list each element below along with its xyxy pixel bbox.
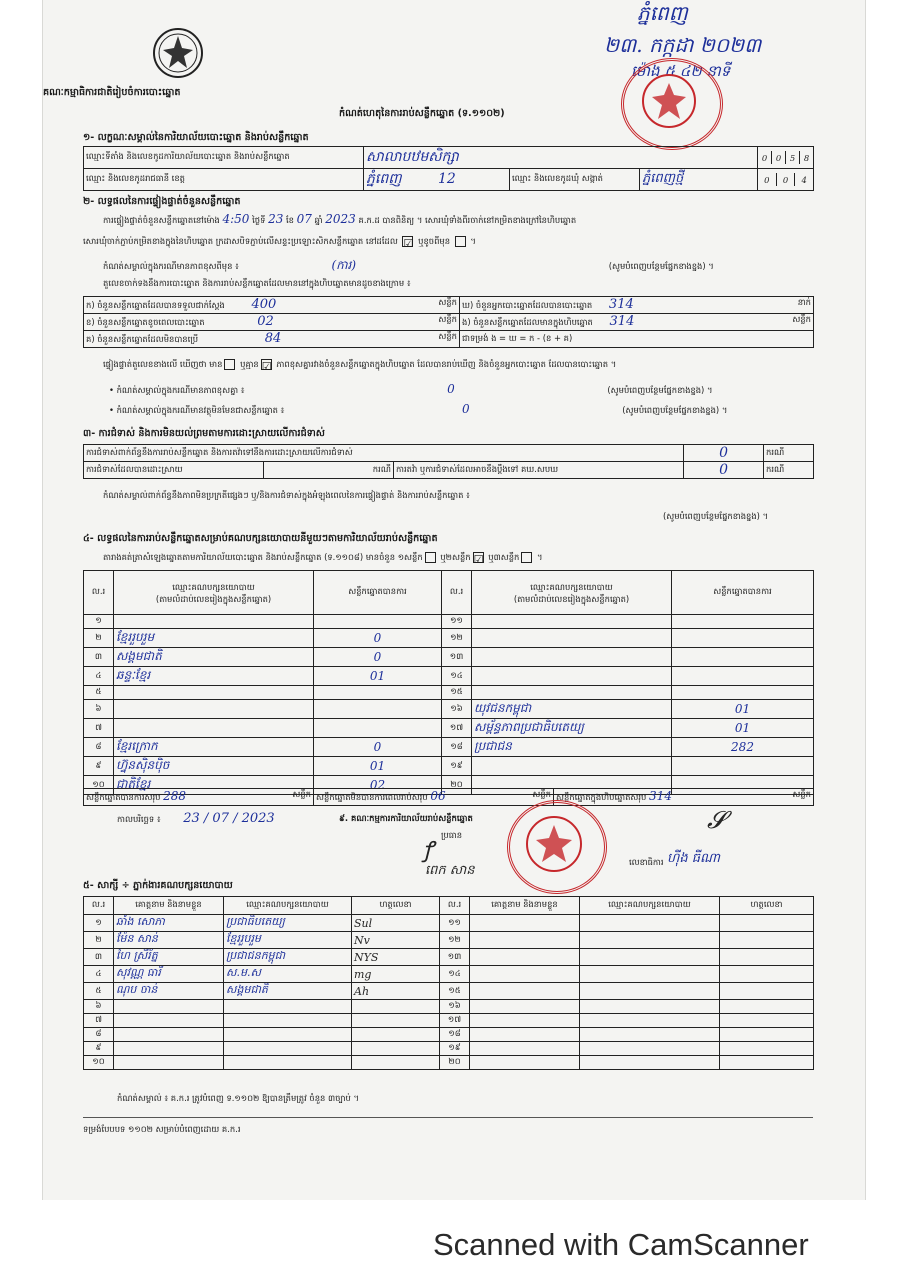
unused-ballots-value: 84 (264, 331, 282, 346)
witness-party (580, 1014, 720, 1028)
row-number: ៧ (84, 1014, 114, 1028)
witness-signature (720, 1028, 814, 1042)
witness-name (470, 983, 580, 1000)
witness-signature (720, 1042, 814, 1056)
row-number: ២ (84, 932, 114, 949)
row-number: ៦ (84, 700, 114, 719)
table-row (84, 648, 814, 667)
witness-party (580, 966, 720, 983)
seal-status-line: សោរឃុំចាក់ភ្ជាប់កម្រិតខាងក្នុងនៃហិបឆ្នោត ក្រដាសបិទភ្ជាប់លើសន្ទះប្រឡោះសិកសន្លឹកឆ្នោត នៅដដែល ☑ ឬខូចពីមុន ។ (83, 236, 476, 250)
witness-name (114, 1000, 224, 1014)
party-name (472, 667, 672, 686)
table-row (84, 1000, 814, 1014)
party-name: ខ្មែរក្រោក (114, 738, 314, 757)
party-votes: 01 (314, 667, 442, 686)
code-digit: 0 (758, 173, 776, 186)
witness-signature: Ah (352, 983, 440, 1000)
party-votes (672, 615, 814, 629)
table-row (84, 1028, 814, 1042)
witness-party (580, 932, 720, 949)
commune-value: ភ្នំពេញថ្មី (640, 169, 758, 191)
chair-name: ពេក សាន (425, 863, 475, 878)
table-row (84, 738, 814, 757)
row-number: ២ (84, 629, 114, 648)
party-name: ខ្មែររួបរួម (114, 629, 314, 648)
row-number: ១៦ (440, 1000, 470, 1014)
witness-signature: Nv (352, 932, 440, 949)
table-row (84, 686, 814, 700)
witness-name (470, 1014, 580, 1028)
note-difference: • កំណត់សម្គាល់ក្នុងករណីមានភាពខុសគ្នា ៖ 0 (សូមបំពេញបន្ថែមផ្នែកខាងខ្នង) ។ (109, 382, 713, 396)
chair-signature: ꝭ (423, 838, 434, 863)
witness-party (224, 1028, 352, 1042)
witness-party (224, 1056, 352, 1070)
witness-signature (720, 949, 814, 966)
table-row (84, 1042, 814, 1056)
location-value: សាលាបឋមសិក្សា (364, 147, 758, 169)
party-results-table: ល.រ ឈ្មោះគណបក្សនយោបាយ (តាមលំដាប់លេខរៀងក្នុងសន្លឹកឆ្នោត) សន្លឹកឆ្នោតបានការ ល.រ ឈ្មោះគណបក្សនយោបាយ (តាមលំដាប់លេខរៀងក្នុងសន្លឹកឆ្នោត) សន្លឹកឆ្នោតបានការ ១ ១១ ២ ខ្មែររួបរួម 0 ១២ ៣ សង្គមជាតិ 0 ១៣ ៤ ឆន្ទៈខ្មែរ 01 ១៤ ៥ ១៥ ៦ ១៦ យុវជនកម្ពុជា 01 ៧ ១៧ សម្ព័ន្ធភាពប្រជាធិបតេយ្យ 01 ៨ ខ្មែរក្រោក 0 ១៨ ប្រជាជន 282 ៩ ហ្វ៊ុនស៊ិនប៉ិច 01 ១៩ ១០ ជាតិខ្មែរ 02 ២០ (83, 570, 814, 795)
witness-name (470, 966, 580, 983)
party-votes: 0 (314, 738, 442, 757)
row-number: ១៥ (442, 686, 472, 700)
code-digit: 0 (772, 151, 786, 164)
witness-signature (720, 1000, 814, 1014)
discrepancy-line: ផ្ទៀងផ្ទាត់តួលេខខាងលើ ឃើញថា មាន ឬគ្មាន ☑ ភាពខុសគ្នារវាងចំនួនសន្លឹកឆ្នោតក្នុងហិបឆ្នោត ដែលបានរាប់ឃើញ និងចំនួនអ្នកបោះឆ្នោត ដែលបានបោះឆ្នោត ។ (103, 359, 617, 373)
footer-divider (83, 1117, 813, 1118)
party-name (472, 629, 672, 648)
row-number: ៣ (84, 648, 114, 667)
party-name: ហ្វ៊ុនស៊ិនប៉ិច (114, 757, 314, 776)
witness-party: ស.ម.ស (224, 966, 352, 983)
table-row (84, 667, 814, 686)
witness-signature: NYS (352, 949, 440, 966)
row-number: ៣ (84, 949, 114, 966)
row-number: ១៣ (440, 949, 470, 966)
witness-party (580, 1056, 720, 1070)
row-number: ១៥ (440, 983, 470, 1000)
note-foreign-objects: • កំណត់សម្គាល់ក្នុងករណីមានវត្ថុមិនមែនជាសន្លឹកឆ្នោត ៖ 0 (សូមបំពេញបន្ថែមផ្នែកខាងខ្នង) ។ (109, 402, 728, 416)
form-title: កំណត់ហេតុនៃការរាប់សន្លឹកឆ្នោត (ទ.១១០២) (339, 108, 505, 119)
witness-table: ល.រ គោត្តនាម និងនាមខ្លួន ឈ្មោះគណបក្សនយោបាយ ហត្ថលេខា ល.រ គោត្តនាម និងនាមខ្លួន ឈ្មោះគណបក្សនយោបាយ ហត្ថលេខា ១ ឆាំង សោភា ប្រជាធិបតេយ្យ Sul ១១ ២ ម៉ែន សាន់ ខ្មែររួបរួម Nv ១២ ៣ ហៃ ស្រីរ័ត្ន ប្រជាជនកម្ពុជា NYS ១៣ ៤ សុវណ្ណ ធារី ស.ម.ស mg ១៤ ៥ ណុប ចាន់ សង្គមជាតិ Ah ១៥ ៦ ១៦ ៧ ១៧ ៨ ១៨ ៩ ១៩ ១០ ២០ (83, 896, 814, 1070)
witness-signature (352, 1056, 440, 1070)
table-row (84, 629, 814, 648)
row-number: ១៩ (442, 757, 472, 776)
party-name: សង្គមជាតិ (114, 648, 314, 667)
official-stamp-top (621, 58, 723, 150)
party-name: សម្ព័ន្ធភាពប្រជាធិបតេយ្យ (472, 719, 672, 738)
table-row (84, 719, 814, 738)
witness-party (224, 1014, 352, 1028)
witness-name (470, 1000, 580, 1014)
voters-value: 314 (608, 297, 634, 312)
party-votes: 01 (314, 757, 442, 776)
party-votes (314, 719, 442, 738)
party-votes (672, 686, 814, 700)
section1-table (83, 146, 814, 191)
table-row (84, 966, 814, 983)
section1-title: ១- លក្ខណៈសម្គាល់នៃការិយាល័យបោះឆ្នោត និងរាប់សន្លឹកឆ្នោត (83, 132, 309, 143)
witness-signature (352, 1042, 440, 1056)
row-number: ១១ (440, 915, 470, 932)
code-digit: 4 (801, 174, 807, 185)
party-votes: 02 (314, 776, 442, 795)
witness-party (580, 1000, 720, 1014)
difference-note-line: កំណត់សម្គាល់ក្នុងករណីមានភាពខុសពីមុន ៖ (ការ) (សូមបំពេញបន្ថែមផ្នែកខាងខ្នង) ។ (103, 258, 714, 272)
party-votes (672, 648, 814, 667)
table-row (84, 915, 814, 932)
irregularity-note-end: (សូមបំពេញបន្ថែមផ្នែកខាងខ្នង) ។ (663, 511, 769, 521)
secretary-name: ហ៊ីង ធីណា (667, 851, 721, 866)
party-name (472, 757, 672, 776)
party-votes (314, 686, 442, 700)
party-votes (672, 667, 814, 686)
row-number: ១៧ (442, 719, 472, 738)
witness-party (224, 1000, 352, 1014)
party-votes (672, 757, 814, 776)
party-votes (314, 700, 442, 719)
row-number: ១០ (84, 776, 114, 795)
party-name: ជាតិខ្មែរ (114, 776, 314, 795)
row-number: ១១ (442, 615, 472, 629)
witness-signature (352, 1014, 440, 1028)
table-row (84, 983, 814, 1000)
row-number: ១៨ (440, 1028, 470, 1042)
count-date-line: កាលបរិច្ឆេទ ៖ 23 / 07 / 2023 (117, 811, 275, 826)
party-name (472, 648, 672, 667)
row-number: ៤ (84, 966, 114, 983)
witness-signature (720, 932, 814, 949)
row-number: ៤ (84, 667, 114, 686)
ballot-figures-table: ក) ចំនួនសន្លឹកឆ្នោតដែលបានទទួលជាក់ស្ដែង 400 សន្លឹក ឃ) ចំនួនអ្នកបោះឆ្នោតដែលបានបោះឆ្នោត 314 នាក់ ខ) ចំនួនសន្លឹកឆ្នោតខូចពេលបោះឆ្នោត 02 សន្លឹក ង) ចំនួនសន្លឹកឆ្នោតដែលមានក្នុងហិបឆ្នោត 314 សន្លឹក គ) ចំនួនសន្លឹកឆ្នោតដែលមិនបានប្រើ 84 សន្លឹក ជាទម្រង់ ង = ឃ = ក - (ខ + គ) (83, 296, 814, 348)
chair-label: ប្រធាន (441, 830, 463, 840)
secretary-signature: 𝓢 (707, 806, 726, 834)
handwritten-time: ម៉ោង ៥ ៤២ នាទី (631, 62, 731, 80)
row-number: ១៣ (442, 648, 472, 667)
witness-name (114, 1028, 224, 1042)
camscanner-watermark: Scanned with CamScanner (433, 1227, 809, 1262)
appeals-count: 0 (684, 462, 764, 479)
row-number: ៨ (84, 738, 114, 757)
table-row (84, 1056, 814, 1070)
form-reference: ទម្រង់បែបបទ ១១០២ សម្រាប់បំពេញដោយ គ.ក.រ (83, 1124, 241, 1134)
code-digit: 5 (786, 151, 800, 164)
party-name (472, 615, 672, 629)
row-number: ១៩ (440, 1042, 470, 1056)
table-row (84, 1014, 814, 1028)
witness-name: ម៉ែន សាន់ (114, 932, 224, 949)
witness-name (114, 1056, 224, 1070)
spoiled-ballots-value: 02 (257, 314, 274, 329)
formula: ជាទម្រង់ ង = ឃ = ក - (ខ + គ) (460, 331, 814, 348)
party-votes (672, 629, 814, 648)
row-number: ១២ (442, 629, 472, 648)
witness-party (580, 915, 720, 932)
party-name (114, 719, 314, 738)
witness-name (470, 949, 580, 966)
witness-signature (720, 983, 814, 1000)
witness-party (580, 1042, 720, 1056)
witness-signature (720, 915, 814, 932)
witness-name (470, 932, 580, 949)
scanned-form-page (42, 0, 866, 1200)
row-number: ២០ (440, 1056, 470, 1070)
witness-party (224, 1042, 352, 1056)
row-number: ១២ (440, 932, 470, 949)
party-name (114, 686, 314, 700)
footnote: កំណត់សម្គាល់ ៖ គ.ក.រ ត្រូវបំពេញ ទ.១១០២ ឱ្យបានត្រឹមត្រូវ ចំនួន ៣ច្បាប់ ។ (117, 1093, 360, 1103)
tally-sheet-line: តារាងគត់ត្រាសំឡេងឆ្នោតតាមការិយាល័យបោះឆ្នោត និងរាប់សន្លឹកឆ្នោត (ទ.១១០៨) មានចំនួន ១សន្លឹក ឬ២សន្លឹក ☑ ឬ៣សន្លឹក ។ (103, 552, 543, 566)
code-digit: 0 (758, 151, 772, 164)
row-number: ១៤ (440, 966, 470, 983)
witness-signature (720, 966, 814, 983)
witness-signature (720, 1056, 814, 1070)
received-ballots-value: 400 (251, 297, 277, 312)
witness-signature: mg (352, 966, 440, 983)
row-number: ៦ (84, 1000, 114, 1014)
verification-line: ការផ្ទៀងផ្ទាត់ចំនួនសន្លឹកឆ្នោតនៅម៉ោង 4:50 ថ្ងៃទី 23 ខែ 07 ឆ្នាំ 2023 គ.ក.ដ បានពិនិត្យ ។ សោរឃុំទាំងពីរចាក់នៅកម្រិតខាងក្រៅនៃហិបឆ្នោត (103, 212, 577, 226)
party-votes: 01 (672, 719, 814, 738)
table-row (84, 700, 814, 719)
witness-signature (352, 1000, 440, 1014)
witness-party: ប្រជាជនកម្ពុជា (224, 949, 352, 966)
province-label: ឈ្មោះ និងលេខកូដរាជធានី ខេត្ត (84, 169, 364, 191)
party-name: ឆន្ទៈខ្មែរ (114, 667, 314, 686)
location-label: ឈ្មោះទីតាំង និងលេខកូដការិយាល័យបោះឆ្នោត និងរាប់សន្លឹកឆ្នោត (84, 147, 364, 169)
witness-party (580, 983, 720, 1000)
intact-checkbox: ☑ (403, 237, 414, 250)
row-number: ២០ (442, 776, 472, 795)
complaints-count: 0 (684, 445, 764, 462)
row-number: ១៤ (442, 667, 472, 686)
party-votes: 01 (672, 700, 814, 719)
row-number: ៧ (84, 719, 114, 738)
province-value: ភ្នំពេញ (366, 171, 402, 187)
witness-signature (352, 1028, 440, 1042)
witness-name (470, 915, 580, 932)
party-votes: 0 (314, 629, 442, 648)
witness-name (470, 1056, 580, 1070)
code-digit: 0 (776, 173, 795, 186)
witness-name: ណុប ចាន់ (114, 983, 224, 1000)
secretary-label: លេខាធិការ (629, 857, 664, 867)
witness-name: ហៃ ស្រីរ័ត្ន (114, 949, 224, 966)
counting-committee-label: ៩. គណៈកម្មការការិយាល័យរាប់សន្លឹកឆ្នោត (339, 813, 473, 823)
figures-intro: តួលេខចាក់ទងនឹងការបោះឆ្នោត និងការរាប់សន្លឹកឆ្នោតដែលមាននៅក្នុងហិបឆ្នោតមានដូចខាងក្រោម ៖ (103, 278, 411, 288)
total-invalid-value: 06 (430, 789, 446, 803)
party-name: យុវជនកម្ពុជា (472, 700, 672, 719)
complaints-table: ការជំទាស់ពាក់ព័ន្ធនឹងការរាប់សន្លឹកឆ្នោត និងការតវ៉ាទៅនឹងការដោះស្រាយលើការជំទាស់ 0 ករណី ការជំទាស់ដែលបានដោះស្រាយ ករណី ការតវ៉ា ឬការជំទាស់ដែលអាចនឹងប្ដឹងទៅ គឃ.សបឃ 0 ករណី (83, 444, 814, 479)
party-name (472, 686, 672, 700)
row-number: ១៧ (440, 1014, 470, 1028)
row-number: ៩ (84, 1042, 114, 1056)
witness-name (470, 1042, 580, 1056)
row-number: ៥ (84, 686, 114, 700)
handwritten-date: ២៣. កក្កដា ២០២៣ (604, 33, 762, 57)
party-name (114, 700, 314, 719)
row-number: ១០ (84, 1056, 114, 1070)
party-name: ប្រជាជន (472, 738, 672, 757)
total-valid-value: 288 (163, 789, 187, 803)
party-name (114, 615, 314, 629)
witness-signature (720, 1014, 814, 1028)
handwritten-location: ភ្នំពេញ (637, 1, 688, 25)
row-number: ១ (84, 615, 114, 629)
row-number: ១៨ (442, 738, 472, 757)
section4-title: ៤- លទ្ធផលនៃការរាប់សន្លឹកឆ្នោតសម្រាប់គណបក្សនយោបាយនីមួយៗតាមការិយាល័យរាប់សន្លឹកឆ្នោត (83, 533, 438, 544)
irregularity-note: កំណត់សម្គាល់ពាក់ព័ន្ធនឹងភាពមិនប្រក្រតីផ្សេងៗ ឬ/និងការជំទាស់ក្នុងអំឡុងពេលនៃការផ្ទៀងផ្ទាត់ និងការរាប់សន្លឹកឆ្នោត ៖ (103, 490, 470, 500)
witness-name: ឆាំង សោភា (114, 915, 224, 932)
witness-party: សង្គមជាតិ (224, 983, 352, 1000)
province-code: 12 (438, 171, 456, 187)
table-row (84, 757, 814, 776)
witness-party (580, 949, 720, 966)
official-stamp-bottom (507, 800, 607, 894)
damaged-checkbox (455, 236, 466, 247)
table-row (84, 949, 814, 966)
witness-name: សុវណ្ណ ធារី (114, 966, 224, 983)
row-number: ៨ (84, 1028, 114, 1042)
table-row (84, 615, 814, 629)
row-number: ៩ (84, 757, 114, 776)
section5-title: ៥- សាក្សី ÷ ភ្នាក់ងារគណបក្សនយោបាយ (83, 880, 233, 891)
party-votes: 282 (672, 738, 814, 757)
row-number: ១៦ (442, 700, 472, 719)
witness-name (114, 1042, 224, 1056)
total-in-box-value: 314 (649, 789, 672, 803)
witness-party (580, 1028, 720, 1042)
witness-name (114, 1014, 224, 1028)
witness-party: ប្រជាធិបតេយ្យ (224, 915, 352, 932)
commune-label: ឈ្មោះ និងលេខកូដឃុំ សង្កាត់ (510, 169, 640, 191)
row-number: ១ (84, 915, 114, 932)
party-votes (314, 615, 442, 629)
table-row (84, 932, 814, 949)
row-number: ៥ (84, 983, 114, 1000)
witness-name (470, 1028, 580, 1042)
section3-title: ៣- ការជំទាស់ និងការមិនយល់ព្រមតាមការដោះស្រាយលើការជំទាស់ (83, 428, 325, 439)
party-votes: 0 (314, 648, 442, 667)
agency-name: គណៈកម្មាធិការជាតិរៀបចំការបោះឆ្នោត (43, 87, 181, 98)
witness-party: ខ្មែររួបរួម (224, 932, 352, 949)
ballots-in-box-value: 314 (609, 314, 635, 329)
witness-signature: Sul (352, 915, 440, 932)
results-totals-row: សន្លឹកឆ្នោតបានការសរុប 288 សន្លឹក សន្លឹកឆ្នោតមិនបានការពេលរាប់សរុប 06 សន្លឹក សន្លឹកឆ្នោតក្នុងហិបឆ្នោតសរុប 314 សន្លឹក (83, 788, 814, 806)
code-digit: 8 (803, 152, 810, 163)
emblem-logo (151, 26, 205, 80)
section2-title: ២- លទ្ធផលនៃការផ្ទៀងផ្ទាត់ចំនួនសន្លឹកឆ្នោត (83, 196, 241, 207)
